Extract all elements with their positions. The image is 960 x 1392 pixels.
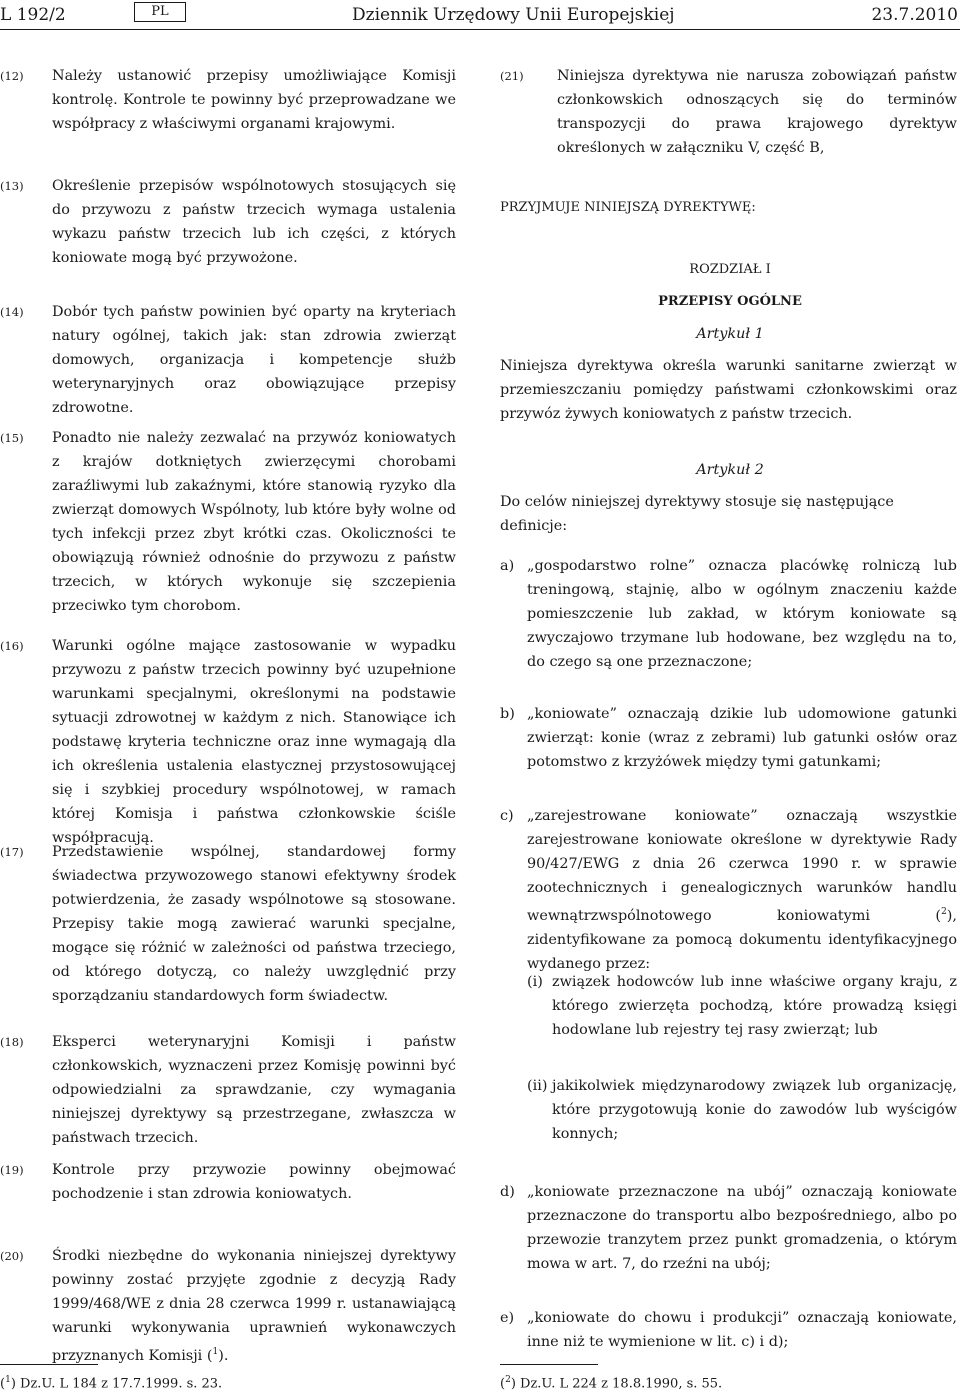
footnote-text: Dz.U. L 224 z 18.8.1990, s. 55. xyxy=(520,1376,723,1392)
definition-subtext: związek hodowców lub inne właściwe organy kraju, z którego zwierzęta pochodzą, które prowadzą księgi hodowlane lub rejestry tej rasy zwierząt; lub xyxy=(552,974,957,1038)
recital-text: Przedstawienie wspólnej, standardowej formy świadectwa przywozowego stanowi efektywny środek potwierdzenia, że zasady wspólnotowe są stosowane. Przepisy takie mogą zawierać warunki specjalne, mogące się różnić w zależności od państwa trzeciego, od którego dotyczą, co należy uwzględnić przy sporządzaniu standardowych form świadectw. xyxy=(52,844,456,1004)
chapter-heading: ROZDZIAŁ I xyxy=(689,262,771,277)
recital-text-main: Środki niezbędne do wykonania niniejszej dyrektywy powinny zostać przyjęte zgodnie z decyzją Rady 1999/468/WE z dnia 28 czerwca 1999 r. ustanawiającą warunki wykonywania uprawnień wykonawczych przyznanych Komisji xyxy=(52,1248,456,1364)
recital-text: Niniejsza dyrektywa nie narusza zobowiązań państw członkowskich odnoszących się do terminów transpozycji do prawa krajowego dyrektyw określonych w załączniku V, część B, xyxy=(557,68,957,156)
recital-text: Warunki ogólne mające zastosowanie w wypadku przywozu z państw trzecich powinny być uzupełnione warunkami specjalnymi, określonymi na podstawie sytuacji zdrowotnej w każdym z nich. Stanowiące ich podstawę kryteria techniczne oraz inne wymagają dla ich określenia ustalenia elastycznej przystosowującej się i szybkiej procedury wspólnotowej, w ramach której Komisja i państwa członkowskie ściśle współpracują. xyxy=(52,638,456,846)
footnote-1: ($^1$) Dz.U. L 184 z 17.7.1999. s. 23. xyxy=(0,1375,223,1392)
definition-label: e) xyxy=(500,1310,515,1326)
right-column xyxy=(500,0,960,1390)
footnote-mark: 2 xyxy=(505,1375,511,1385)
footnote-rule xyxy=(500,1364,598,1365)
definition-text: „koniowate” oznaczają dzikie lub udomowione gatunki zwierząt: konie (wraz z zebrami) lub gatunki osłów oraz potomstwo z krzyżówek między tymi gatunkami; xyxy=(527,706,957,770)
article-1-title: Artykuł 1 xyxy=(696,326,764,342)
article-2-title: Artykuł 2 xyxy=(696,462,764,478)
footnote-mark: 1 xyxy=(5,1375,11,1385)
recital-text: Dobór tych państw powinien być oparty na kryteriach natury ogólnej, takich jak: stan zdrowia zwierząt domowych, organizacja i kompetencje służb weterynaryjnych oraz obowiązujące przepisy zdrowotne. xyxy=(52,304,456,416)
left-column xyxy=(0,0,460,1390)
chapter-title: PRZEPISY OGÓLNE xyxy=(658,294,802,309)
article-1-text: Niniejsza dyrektywa określa warunki sanitarne zwierząt w przemieszczaniu pomiędzy państwami członkowskimi oraz przywóz żywych koniowatych z państw trzecich. xyxy=(500,358,957,422)
article-2-intro: Do celów niniejszej dyrektywy stosuje się następujące definicje: xyxy=(500,494,894,534)
recital-text: Określenie przepisów wspólnotowych stosujących się do przywozu z państw trzecich wymaga ustalenia wykazu państw trzecich lub ich części, z których koniowate mogą być przywożone. xyxy=(52,178,456,266)
page-ref: L 192/2 xyxy=(0,5,66,25)
recital-number: (12) xyxy=(0,69,24,83)
definition-text-main: „zarejestrowane koniowate” oznaczają wszystkie zarejestrowane koniowate określone w dyrektywie Rady 90/427/EWG z dnia 26 czerwca 1990 r. w sprawie zootechnicznych i genealogicznych warunków handlu wewnątrzwspólnotowego koniowatymi xyxy=(527,808,957,924)
recital-number: (20) xyxy=(0,1249,24,1263)
definition-text: „zarejestrowane koniowate” oznaczają wszystkie zarejestrowane koniowate określone w dyrektywie Rady 90/427/EWG z dnia 26 czerwca 1990 r. w sprawie zootechnicznych i genealogicznych warunków handlu wewnątrzwspólnotowego koniowatymi ($^2$), zidentyfikowane za pomocą dokumentu identyfikacyjnego wydanego przez: xyxy=(527,808,957,972)
recital-number: (15) xyxy=(0,431,24,445)
definition-label: b) xyxy=(500,706,515,722)
definition-text: „gospodarstwo rolne” oznacza placówkę rolniczą lub treningową, stajnię, albo w ogólnym znaczeniu każde pomieszczenie lub zakład, w którym koniowate są zwyczajowo trzymane lub hodowane, bez względu na to, do czego są one przeznaczone; xyxy=(527,558,957,670)
language-badge: PL xyxy=(134,2,186,22)
definition-label: a) xyxy=(500,558,515,574)
recital-number: (17) xyxy=(0,845,24,859)
recital-text: Środki niezbędne do wykonania niniejszej dyrektywy powinny zostać przyjęte zgodnie z decyzją Rady 1999/468/WE z dnia 28 czerwca 1999 r. ustanawiającą warunki wykonywania uprawnień wykonawczych przyznanych Komisji ($^1$). xyxy=(52,1248,456,1364)
recital-number: (21) xyxy=(500,69,524,83)
recital-number: (14) xyxy=(0,305,24,319)
definition-sublabel: (ii) xyxy=(527,1078,548,1094)
recital-text: Ponadto nie należy zezwalać na przywóz koniowatych z krajów dotkniętych zwierzęcymi chorobami zaraźliwymi lub zakaźnymi, które stanowią ryzyko dla zwierząt domowych Wspólnoty, lub które były wolne od tych infekcji przez zbyt krótki czas. Okoliczności te obowiązują również odnośnie do przywozu z państw trzecich, w których wykonuje się szczepienia przeciwko tym chorobom. xyxy=(52,430,457,614)
footnote-ref[interactable]: 1 xyxy=(212,1347,219,1357)
footnote-text: Dz.U. L 184 z 17.7.1999. s. 23. xyxy=(20,1376,223,1392)
recital-number: (13) xyxy=(0,179,24,193)
definition-text: „koniowate do chowu i produkcji” oznaczają koniowate, inne niż te wymienione w lit. c) i d); xyxy=(527,1310,957,1350)
definition-subtext: jakikolwiek międzynarodowy związek lub organizację, które przygotowują konie do zawodów lub wyścigów konnych; xyxy=(552,1078,957,1142)
recital-number: (16) xyxy=(0,639,24,653)
recital-text-tail: . xyxy=(223,1347,229,1364)
recital-number: (19) xyxy=(0,1163,24,1177)
footnote-ref[interactable]: 2 xyxy=(941,907,947,917)
footnote-rule xyxy=(0,1364,98,1365)
recital-text: Eksperci weterynaryjni Komisji i państw członkowskich, wyznaczeni przez Komisję powinni być odpowiedzialni za sprawdzanie, czy wymagania niniejszej dyrektywy są przestrzegane, zwłaszcza w państwach trzecich. xyxy=(52,1034,456,1146)
recital-text: Należy ustanowić przepisy umożliwiające Komisji kontrolę. Kontrole te powinny być przeprowadzane we współpracy z właściwymi organami krajowymi. xyxy=(52,68,456,132)
recital-number: (18) xyxy=(0,1035,24,1049)
footnote-2: ($^2$) Dz.U. L 224 z 18.8.1990, s. 55. xyxy=(500,1375,723,1392)
publication-date: 23.7.2010 xyxy=(871,5,958,25)
definition-label: d) xyxy=(500,1184,515,1200)
definition-text: „koniowate przeznaczone na ubój” oznaczają koniowate przeznaczone do transportu albo bezpośredniego, albo po przewozie tranzytem przez punkt gromadzenia, o którym mowa w art. 7, do rzeźni na ubój; xyxy=(527,1184,957,1272)
recital-text: Kontrole przy przywozie powinny obejmować pochodzenie i stan zdrowia koniowatych. xyxy=(52,1162,456,1202)
journal-title: Dziennik Urzędowy Unii Europejskiej xyxy=(352,5,675,25)
definition-sublabel: (i) xyxy=(527,974,543,990)
adopts-line: PRZYJMUJE NINIEJSZĄ DYREKTYWĘ: xyxy=(500,200,756,215)
definition-label: c) xyxy=(500,808,514,824)
definition-text-tail: , zidentyfikowane za pomocą dokumentu identyfikacyjnego wydanego przez: xyxy=(527,907,957,972)
